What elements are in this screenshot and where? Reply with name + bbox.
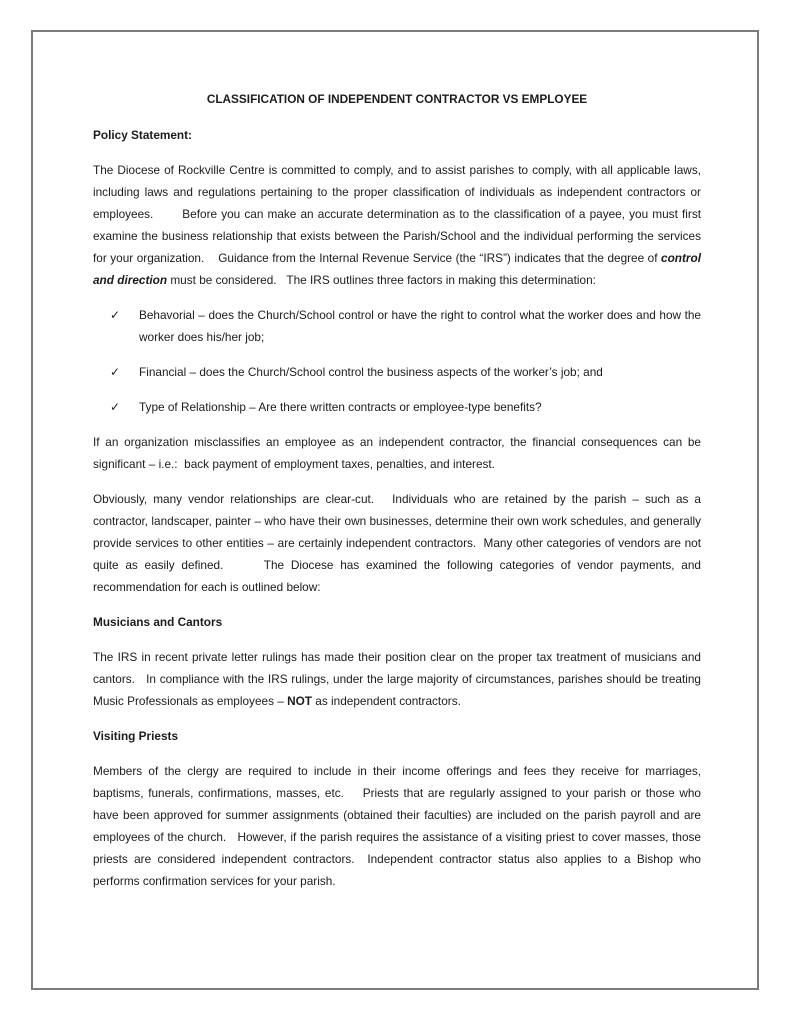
factor-item-relationship <box>110 396 701 418</box>
musicians-and-cantors-heading: Musicians and Cantors <box>93 615 223 629</box>
factor-item-financial <box>110 361 701 383</box>
factor-text: Behavorial – does the Church/School control or have the right to control what the worker does and how the worker does his/her job; <box>139 308 701 344</box>
misclassification-paragraph: If an organization misclassifies an employee as an independent contractor, the financial consequences can be significant – i.e.: back payment of employment taxes, penalties, and interest. <box>93 435 701 471</box>
intro-paragraph: The Diocese of Rockville Centre is committed to comply, and to assist parishes to comply, with all applicable laws, including laws and regulations pertaining to the proper classification of individuals as independent contractors or employees. Before you can make an accurate determination as to the classification of a payee, you must first examine the business relationship that exists between the Parish/School and the individual performing the services for your organization. Guidance from the Internal Revenue Service (the “IRS”) indicates that the degree of control and direction must be considered. The IRS outlines three factors in making this determination: <box>93 163 701 287</box>
visiting-priests-heading: Visiting Priests <box>93 729 179 743</box>
irs-factors-list <box>93 304 701 418</box>
policy-statement-heading: Policy Statement: <box>93 128 192 142</box>
vendors-paragraph: Obviously, many vendor relationships are clear-cut. Individuals who are retained by the parish – such as a contractor, landscaper, painter – who have their own businesses, determine their own work schedules, and generally provide services to other entities – are certainly independent contractors. Many other categories of vendors are not quite as easily defined. The Diocese has examined the following categories of vendor payments, and recommendation for each is outlined below: <box>93 492 701 594</box>
factor-item-behavioral <box>110 304 701 348</box>
visiting-priests-paragraph: Members of the clergy are required to include in their income offerings and fees they receive for marriages, baptisms, funerals, confirmations, masses, etc. Priests that are regularly assigned to your parish or those who have been approved for summer assignments (obtained their faculties) are included on the parish payroll and are employees of the church. However, if the parish requires the assistance of a visiting priest to cover masses, those priests are considered independent contractors. Independent contractor status also applies to a Bishop who performs confirmation services for your parish. <box>93 764 701 888</box>
checkmark-icon: ✓ <box>110 400 120 414</box>
checkmark-icon: ✓ <box>110 365 120 379</box>
factor-text: Type of Relationship – Are there written contracts or employee-type benefits? <box>139 400 542 414</box>
document-title: CLASSIFICATION OF INDEPENDENT CONTRACTOR VS EMPLOYEE <box>206 92 588 106</box>
document-content <box>93 88 701 905</box>
musicians-paragraph: The IRS in recent private letter rulings has made their position clear on the proper tax treatment of musicians and cantors. In compliance with the IRS rulings, under the large majority of circumstances, parishes should be treating Music Professionals as employees – NOT as independent contractors. <box>93 650 701 708</box>
checkmark-icon: ✓ <box>110 308 120 322</box>
factor-text: Financial – does the Church/School control the business aspects of the worker’s job; and <box>139 365 603 379</box>
